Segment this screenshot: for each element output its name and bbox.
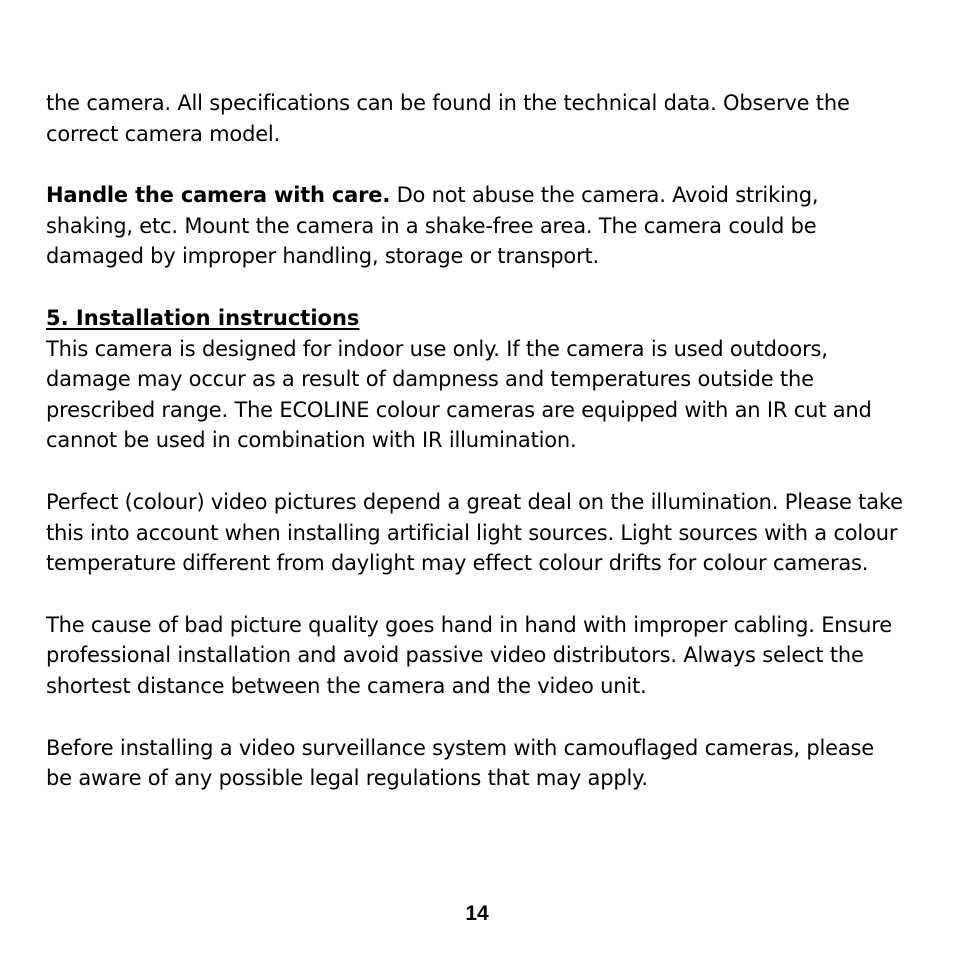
installation-paragraph-4: Before installing a video surveillance system with camouflaged cameras, please be aware of any possible legal regulations that may apply. <box>46 735 874 791</box>
paragraph-spacer <box>46 579 906 610</box>
handling-paragraph <box>46 180 906 272</box>
installation-paragraph-2: Perfect (colour) video pictures depend a great deal on the illumination. Please take this into account when installing artificial light sources. Light sources with a colour temperature different from daylight may effect colour drifts for colour cameras. <box>46 489 903 576</box>
paragraph-spacer <box>46 272 906 303</box>
handling-lead: Handle the camera with care. <box>46 183 391 208</box>
handling-text: Do not abuse the camera. Avoid striking, shaking, etc. Mount the camera in a shake-free area. The camera could be damaged by improper handling, storage or transport. <box>46 183 819 269</box>
paragraph-spacer <box>46 702 906 733</box>
installation-paragraph-1: This camera is designed for indoor use only. If the camera is used outdoors, damage may occur as a result of dampness and temperatures outside the prescribed range. The ECOLINE colour cameras are equipped with an IR cut and cannot be used in combination with IR illumination. <box>46 336 872 453</box>
paragraph-spacer <box>46 456 906 487</box>
page-number: 14 <box>465 902 489 925</box>
intro-paragraph: the camera. All specifications can be found in the technical data. Observe the correct camera model. <box>46 91 850 146</box>
paragraph-spacer <box>46 149 906 180</box>
document-body <box>46 88 906 794</box>
section-heading: 5. Installation instructions <box>46 305 360 330</box>
installation-paragraph-3: The cause of bad picture quality goes hand in hand with improper cabling. Ensure professional installation and avoid passive video distributors. Always select the shortest distance between the camera and the video unit. <box>46 612 892 698</box>
